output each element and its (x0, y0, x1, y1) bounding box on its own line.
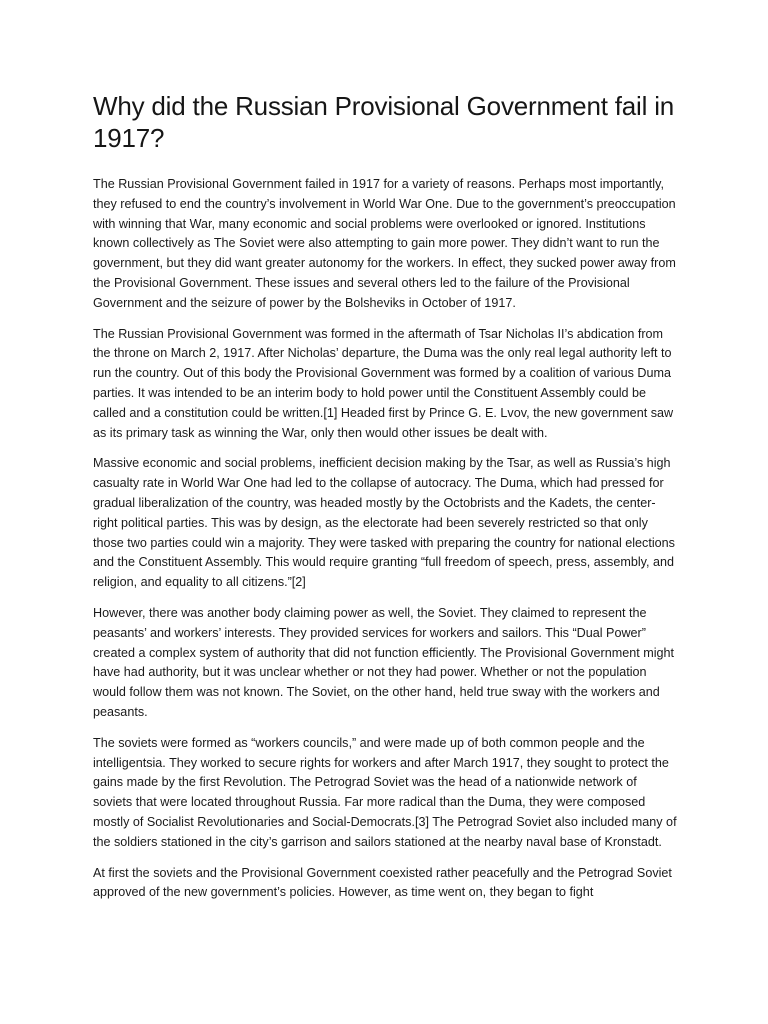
paragraph-intro: The Russian Provisional Government failed in 1917 for a variety of reasons. Perhaps most importantly, they refused to end the country’s involvement in World War One. Due to the government’s preoccupation with winning that War, many economic and social problems were overlooked or ignored. Institutions known collectively as The Soviet were also attempting to gain more power. They didn’t want to run the government, but they did want greater autonomy for the workers. In effect, they sucked power away from the Provisional Government. These issues and several others led to the failure of the Provisional Government and the seizure of power by the Bolsheviks in October of 1917. (93, 177, 676, 310)
paragraph-formation: The Russian Provisional Government was formed in the aftermath of Tsar Nicholas II’s abdication from the throne on March 2, 1917. After Nicholas’ departure, the Duma was the only real legal authority left to run the country. Out of this body the Provisional Government was formed by a coalition of various Duma parties. It was intended to be an interim body to hold power until the Constituent Assembly could be called and a constitution could be written.[1] Headed first by Prince G. E. Lvov, the new government saw as its primary task as winning the War, only then would other issues be dealt with. (93, 326, 674, 440)
paragraph-soviets: The soviets were formed as “workers councils,” and were made up of both common people and the intelligentsia. They worked to secure rights for workers and after March 1917, they sought to protect the gains made by the first Revolution. The Petrograd Soviet was the head of a nationwide network of soviets that were located throughout Russia. Far more radical than the Duma, they were composed mostly of Socialist Revolutionaries and Social-Democrats.[3] The Petrograd Soviet also included many of the soldiers stationed in the city’s garrison and sailors stationed at the nearby naval base of Kronstadt. (93, 735, 677, 849)
paragraph-dual-power: However, there was another body claiming power as well, the Soviet. They claimed to represent the peasants’ and workers’ interests. They provided services for workers and sailors. This “Dual Power” created a complex system of authority that did not function efficiently. The Provisional Government might have had authority, but it was unclear whether or not they had power. Whether or not the population would follow them was not known. The Soviet, on the other hand, held true sway with the workers and peasants. (93, 605, 675, 719)
paragraph-coexistence: At first the soviets and the Provisional Government coexisted rather peacefully and the Petrograd Soviet approved of the new government’s policies. However, as time went on, they began to fight (93, 865, 672, 900)
document-body (93, 175, 677, 914)
paragraph-collapse-of-autocracy: Massive economic and social problems, inefficient decision making by the Tsar, as well as Russia’s high casualty rate in World War One had led to the collapse of autocracy. The Duma, which had pressed for gradual liberalization of the country, was headed mostly by the Octobrists and the Kadets, the center-right political parties. This was by design, as the electorate had been severely restricted so that only those two parties could win a majority. They were tasked with preparing the country for national elections and the Constituent Assembly. This would require granting “full freedom of speech, press, assembly, and religion, and equality to all citizens.”[2] (93, 456, 675, 590)
document-title: Why did the Russian Provisional Government fail in 1917? (93, 91, 675, 153)
